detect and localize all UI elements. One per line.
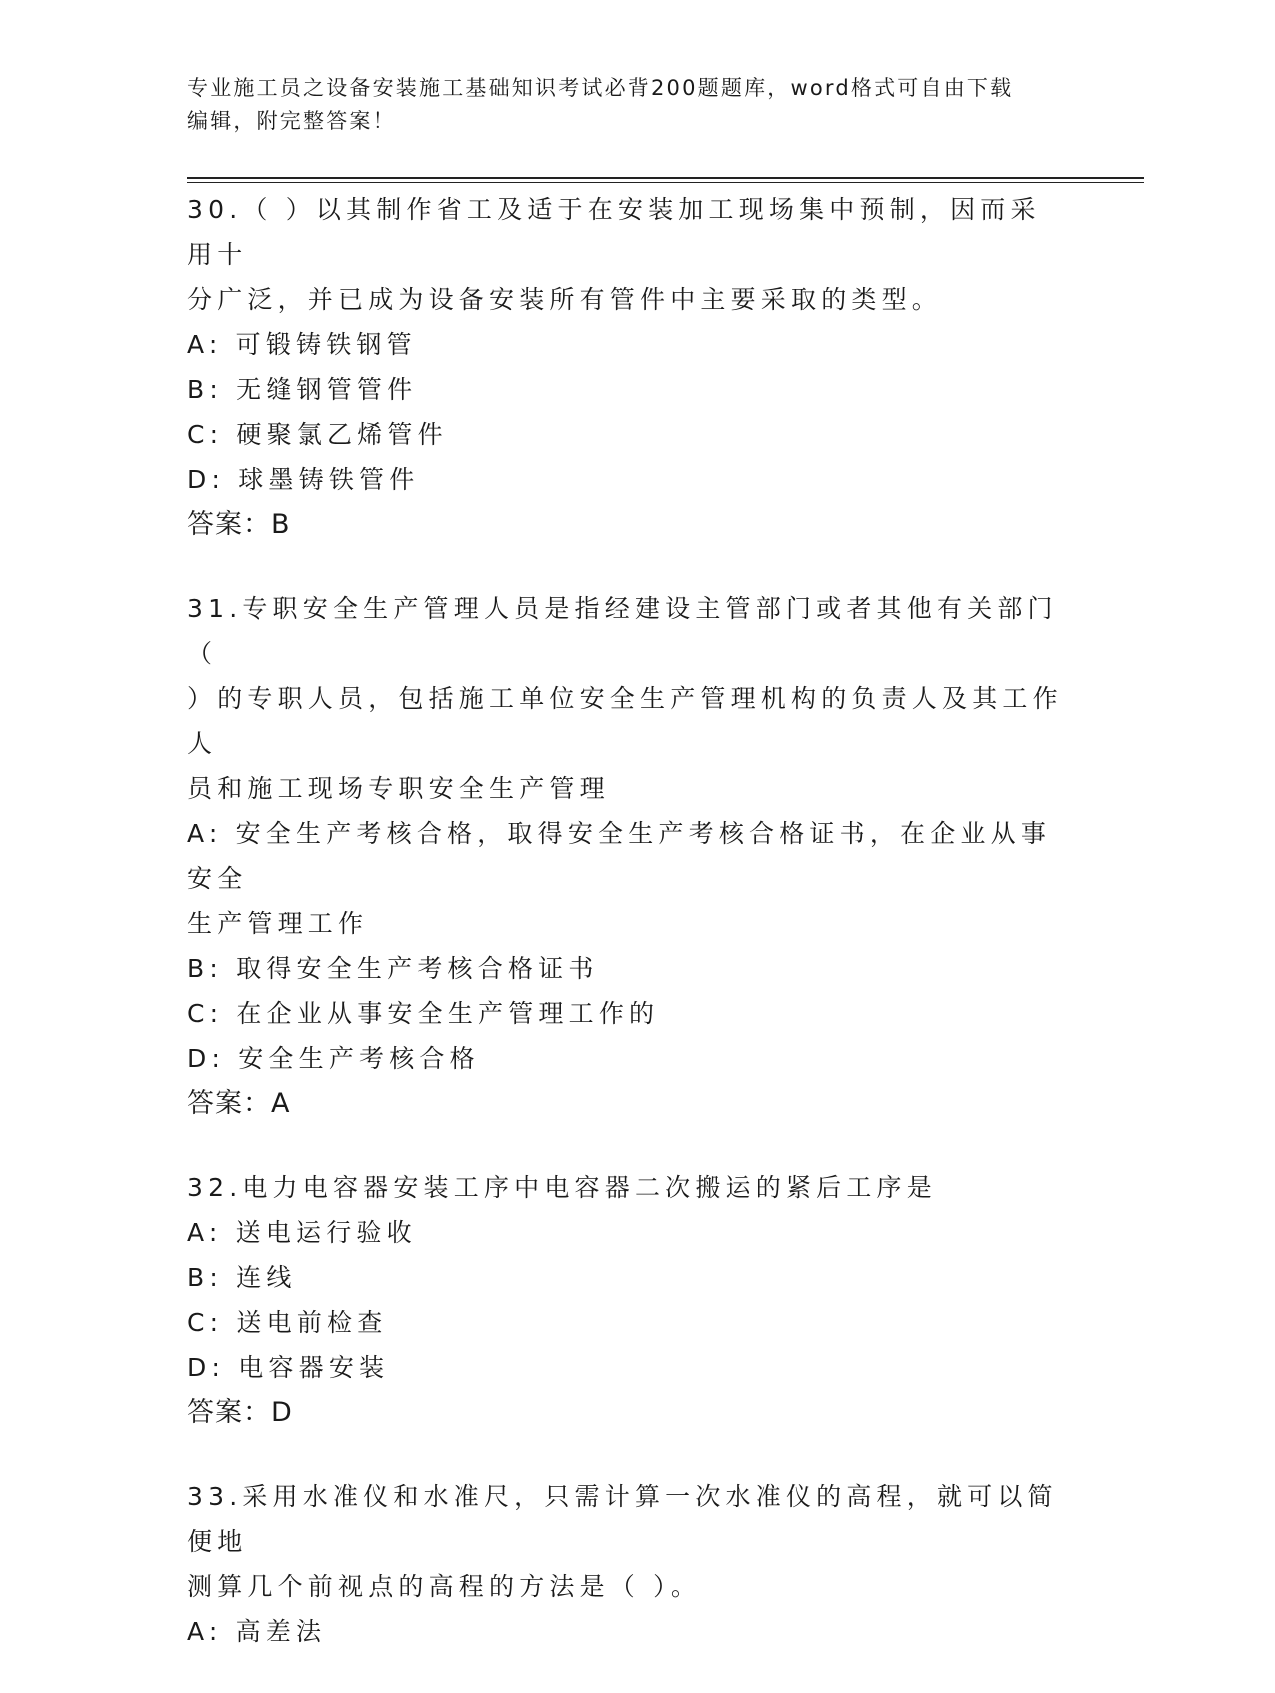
question-block — [187, 187, 1067, 547]
question-stem-line: 员和施工现场专职安全生产管理 — [187, 774, 610, 803]
answer-option: A: 送电运行验收 — [187, 1218, 417, 1247]
answer-option: D: 电容器安装 — [187, 1353, 390, 1382]
answer-option: A: 可锻铸铁钢管 — [187, 330, 417, 359]
answer-option: B: 取得安全生产考核合格证书 — [187, 954, 599, 983]
answer-option: C: 送电前检查 — [187, 1308, 388, 1337]
question-stem-line: 测算几个前视点的高程的方法是（ ）。 — [187, 1572, 702, 1601]
header-title-line-1: 专业施工员之设备安装施工基础知识考试必背200题题库，word格式可自由下载 — [187, 76, 1014, 100]
question-stem-line: 31.专职安全生产管理人员是指经建设主管部门或者其他有关部门（ — [187, 594, 1058, 668]
answer-key: 答案：A — [187, 1088, 291, 1119]
question-stem-line: 分广泛，并已成为设备安装所有管件中主要采取的类型。 — [187, 285, 943, 314]
question-block — [187, 1165, 1067, 1435]
answer-option: B: 连线 — [187, 1263, 297, 1292]
question-stem-line: 32.电力电容器安装工序中电容器二次搬运的紧后工序是 — [187, 1173, 937, 1202]
answer-key: 答案：D — [187, 1397, 293, 1428]
question-stem-line: 30.（ ）以其制作省工及适于在安装加工现场集中预制，因而采用十 — [187, 195, 1041, 269]
question-block — [187, 586, 1067, 1126]
answer-option: D: 球墨铸铁管件 — [187, 465, 420, 494]
document-header — [187, 72, 1067, 138]
answer-option: B: 无缝钢管管件 — [187, 375, 418, 404]
answer-option: D: 安全生产考核合格 — [187, 1044, 480, 1073]
answer-key: 答案：B — [187, 509, 291, 540]
answer-option: A: 安全生产考核合格，取得安全生产考核合格证书，在企业从事安全 — [187, 819, 1052, 893]
question-stem-line: ）的专职人员，包括施工单位安全生产管理机构的负责人及其工作人 — [187, 684, 1063, 758]
question-list — [187, 187, 1067, 1693]
header-divider-thin — [187, 182, 1144, 183]
question-stem-line: 33.采用水准仪和水准尺，只需计算一次水准仪的高程，就可以简便地 — [187, 1482, 1058, 1556]
answer-option: A: 高差法 — [187, 1617, 327, 1646]
header-divider-thick — [187, 177, 1144, 179]
question-block — [187, 1474, 1067, 1654]
answer-option: C: 在企业从事安全生产管理工作的 — [187, 999, 660, 1028]
answer-option: C: 硬聚氯乙烯管件 — [187, 420, 448, 449]
header-title-line-2: 编辑，附完整答案！ — [187, 109, 396, 133]
answer-option: 生产管理工作 — [187, 909, 369, 938]
